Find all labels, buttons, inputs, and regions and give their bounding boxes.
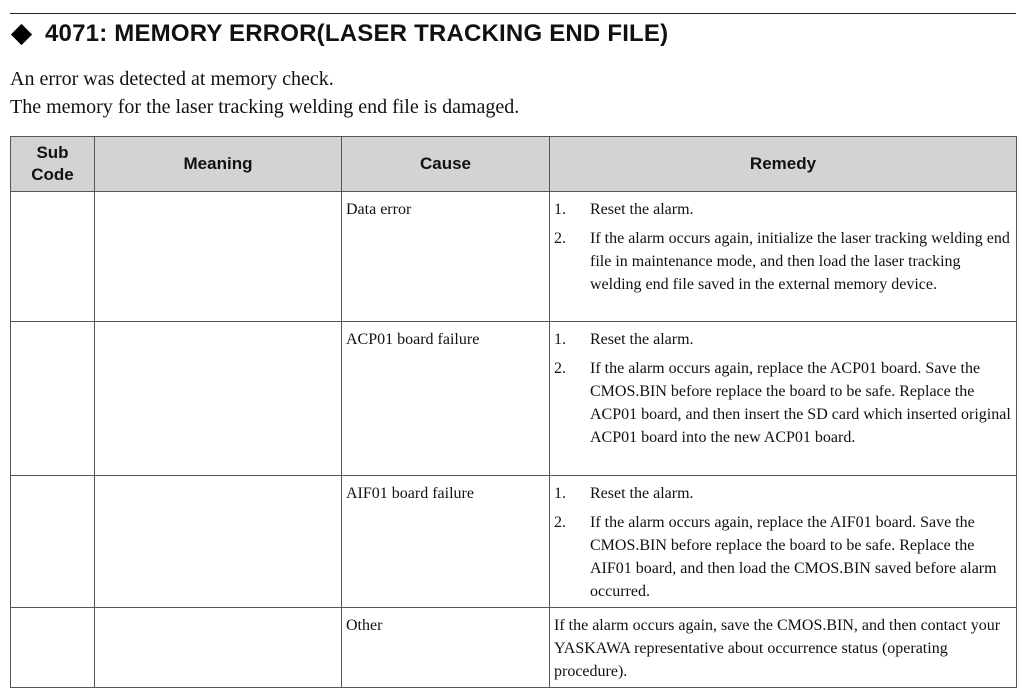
cause-cell: Other bbox=[342, 608, 550, 688]
step-number: 2. bbox=[554, 360, 566, 377]
table-row bbox=[11, 192, 1017, 322]
page-title-text: 4071: MEMORY ERROR(LASER TRACKING END FILE) bbox=[45, 20, 669, 47]
table-row bbox=[11, 608, 1017, 688]
header-remedy: Remedy bbox=[550, 137, 1017, 192]
intro-text bbox=[10, 65, 519, 121]
header-sub-code-line1: Sub bbox=[36, 143, 69, 162]
remedy-list bbox=[554, 328, 1012, 449]
table-header-row bbox=[11, 137, 1017, 192]
intro-line-2: The memory for the laser tracking welding end file is damaged. bbox=[10, 96, 520, 118]
step-text: Reset the alarm. bbox=[590, 201, 694, 218]
remedy-step bbox=[554, 227, 1012, 296]
remedy-cell bbox=[550, 192, 1017, 322]
meaning-cell bbox=[95, 608, 342, 688]
sub-code-cell bbox=[11, 322, 95, 476]
step-text: Reset the alarm. bbox=[590, 485, 694, 502]
table-row bbox=[11, 476, 1017, 608]
step-number: 2. bbox=[554, 230, 566, 247]
alarm-table bbox=[10, 136, 1017, 688]
remedy-step bbox=[554, 511, 1012, 603]
header-cause: Cause bbox=[342, 137, 550, 192]
remedy-cell bbox=[550, 476, 1017, 608]
header-meaning: Meaning bbox=[95, 137, 342, 192]
meaning-cell bbox=[95, 322, 342, 476]
cause-cell: ACP01 board failure bbox=[342, 322, 550, 476]
remedy-step bbox=[554, 482, 1012, 505]
sub-code-cell bbox=[11, 608, 95, 688]
step-number: 1. bbox=[554, 485, 566, 502]
header-sub-code-line2: Code bbox=[31, 165, 74, 184]
header-sub-code bbox=[11, 137, 95, 192]
meaning-cell bbox=[95, 476, 342, 608]
step-number: 1. bbox=[554, 331, 566, 348]
page-title bbox=[10, 20, 668, 48]
remedy-step bbox=[554, 198, 1012, 221]
remedy-cell bbox=[550, 322, 1017, 476]
cause-cell: Data error bbox=[342, 192, 550, 322]
intro-line-1: An error was detected at memory check. bbox=[10, 68, 334, 90]
step-number: 1. bbox=[554, 201, 566, 218]
sub-code-cell bbox=[11, 192, 95, 322]
remedy-list bbox=[554, 198, 1012, 296]
diamond-bullet-icon bbox=[11, 23, 32, 44]
step-number: 2. bbox=[554, 514, 566, 531]
step-text: Reset the alarm. bbox=[590, 331, 694, 348]
table-row bbox=[11, 322, 1017, 476]
remedy-cell: If the alarm occurs again, save the CMOS.BIN, and then contact your YASKAWA representative about occurrence status (operating procedure). bbox=[550, 608, 1017, 688]
remedy-list bbox=[554, 482, 1012, 603]
top-rule bbox=[10, 13, 1016, 14]
remedy-step bbox=[554, 357, 1012, 449]
step-text: If the alarm occurs again, initialize the laser tracking welding end file in maintenance mode, and then load the laser tracking welding end file saved in the external memory device. bbox=[590, 230, 1010, 293]
step-text: If the alarm occurs again, replace the ACP01 board. Save the CMOS.BIN before replace the board to be safe. Replace the ACP01 board, and then insert the SD card which inserted original ACP01 board into the new ACP01 board. bbox=[590, 360, 1011, 446]
cause-cell: AIF01 board failure bbox=[342, 476, 550, 608]
sub-code-cell bbox=[11, 476, 95, 608]
remedy-step bbox=[554, 328, 1012, 351]
step-text: If the alarm occurs again, replace the AIF01 board. Save the CMOS.BIN before replace the board to be safe. Replace the AIF01 board, and then load the CMOS.BIN saved before alarm occurred. bbox=[590, 514, 997, 600]
meaning-cell bbox=[95, 192, 342, 322]
